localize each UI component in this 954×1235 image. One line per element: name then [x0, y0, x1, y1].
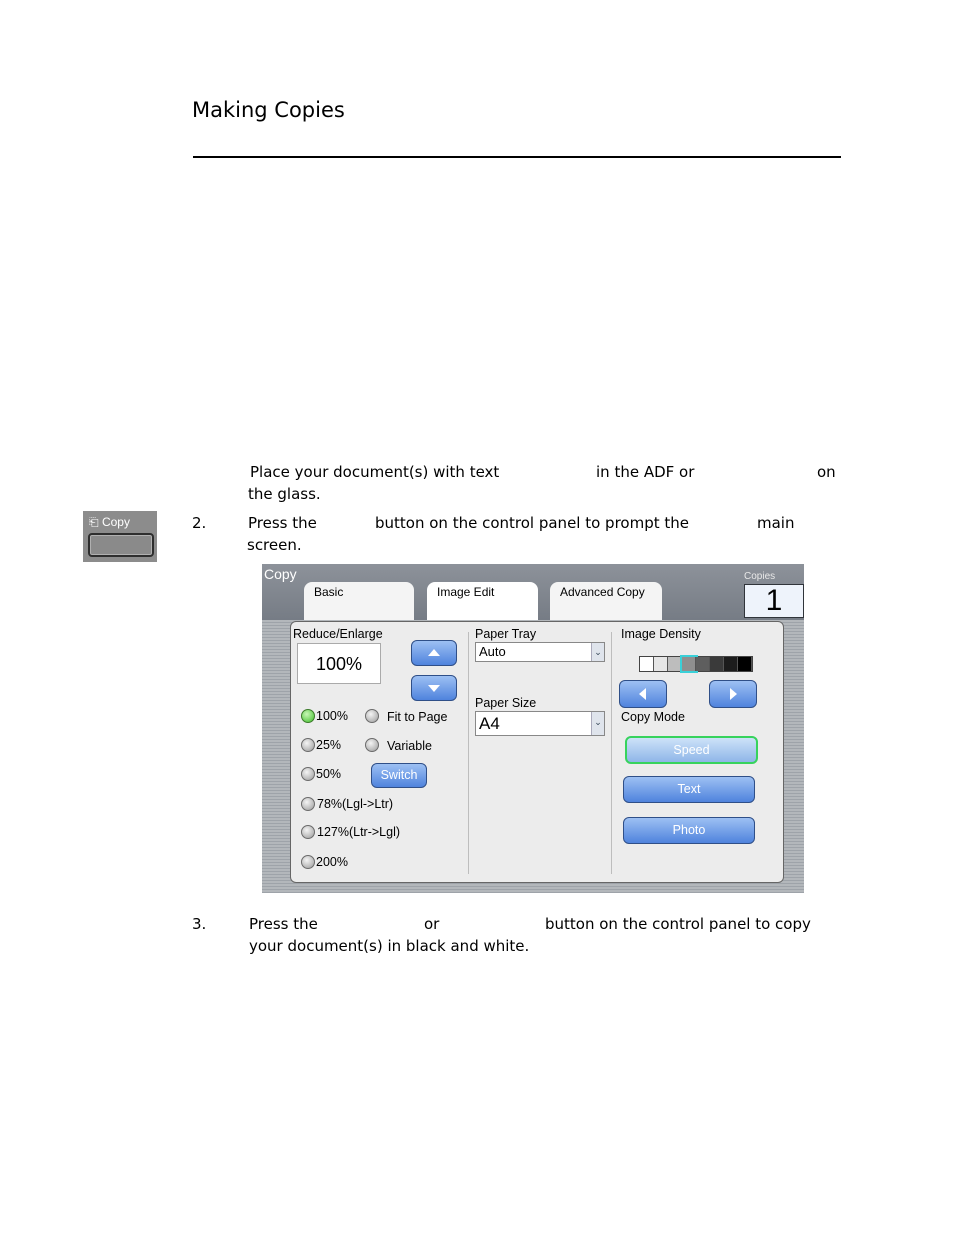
arrow-up-icon	[426, 641, 442, 665]
column-divider	[468, 632, 469, 874]
density-swatch[interactable]	[710, 657, 724, 671]
image-edit-panel	[290, 621, 784, 883]
density-darker-button[interactable]	[709, 680, 757, 708]
step3-text-b: or	[424, 915, 440, 933]
step2-text-c: main	[757, 514, 795, 532]
density-swatch[interactable]	[654, 657, 668, 671]
tab-advanced-copy[interactable]: Advanced Copy	[550, 582, 662, 620]
paper-tray-label: Paper Tray	[475, 627, 537, 641]
arrow-down-icon	[426, 676, 442, 700]
density-swatch[interactable]	[724, 657, 738, 671]
radio-50-label: 50%	[316, 767, 342, 781]
radio-fit-to-page[interactable]	[365, 709, 379, 723]
step2-text-d: screen.	[247, 536, 302, 554]
radio-variable[interactable]	[365, 738, 379, 752]
step1-text-line2: the glass.	[248, 485, 321, 503]
paper-tray-select[interactable]	[475, 642, 605, 662]
radio-127[interactable]	[301, 825, 315, 839]
copy-screen	[262, 564, 804, 893]
tab-basic[interactable]: Basic	[304, 582, 414, 620]
radio-78[interactable]	[301, 797, 315, 811]
paper-size-select[interactable]	[475, 711, 605, 736]
radio-25-label: 25%	[316, 738, 342, 752]
paper-size-value: A4	[479, 714, 500, 733]
paper-size-label: Paper Size	[475, 696, 537, 710]
copies-label: Copies	[744, 571, 776, 582]
switch-button[interactable]: Switch	[371, 763, 427, 788]
tab-image-edit[interactable]: Image Edit	[427, 582, 538, 620]
image-density-label: Image Density	[621, 627, 701, 641]
page-title: Making Copies	[192, 98, 345, 122]
chevron-down-icon: ⌄	[591, 712, 604, 735]
radio-200[interactable]	[301, 855, 315, 869]
arrow-left-icon	[635, 681, 651, 707]
density-lighter-button[interactable]	[619, 680, 667, 708]
radio-25[interactable]	[301, 738, 315, 752]
copy-button-image	[83, 511, 157, 562]
mode-speed-button[interactable]: Speed	[625, 736, 758, 764]
step3-text-a: Press the	[249, 915, 318, 933]
density-swatch[interactable]	[668, 657, 682, 671]
density-swatch[interactable]	[738, 657, 752, 671]
reduce-enlarge-value: 100%	[297, 643, 381, 684]
column-divider	[611, 632, 612, 874]
copy-mode-label: Copy Mode	[621, 710, 685, 724]
screen-title: Copy	[264, 566, 297, 582]
paper-tray-value: Auto	[479, 644, 506, 659]
header-rule	[193, 156, 841, 158]
decrease-button[interactable]	[411, 675, 457, 701]
mode-photo-button[interactable]: Photo	[623, 817, 755, 844]
step2-number: 2.	[192, 514, 207, 532]
step3-text-line2: your document(s) in black and white.	[249, 937, 530, 955]
step2-text-b: button on the control panel to prompt the	[375, 514, 689, 532]
increase-button[interactable]	[411, 640, 457, 666]
step1-text-c: on	[817, 463, 836, 481]
radio-78-label: 78%(Lgl->Ltr)	[317, 797, 394, 811]
density-swatch[interactable]	[640, 657, 654, 671]
radio-127-label: 127%(Ltr->Lgl)	[317, 825, 401, 839]
step1-text-b: in the ADF or	[596, 463, 695, 481]
radio-100-label: 100%	[316, 709, 348, 723]
density-swatch[interactable]	[682, 657, 696, 671]
copy-key-pad	[88, 533, 154, 557]
step3-text-c: button on the control panel to copy	[545, 915, 811, 933]
step2-text-a: Press the	[248, 514, 317, 532]
fit-to-page-label: Fit to Page	[387, 710, 448, 724]
step1-text-a: Place your document(s) with text	[250, 463, 500, 481]
radio-200-label: 200%	[316, 855, 348, 869]
density-scale[interactable]	[639, 656, 753, 672]
chevron-down-icon: ⌄	[591, 643, 604, 661]
radio-100[interactable]	[301, 709, 315, 723]
arrow-right-icon	[725, 681, 741, 707]
step3-number: 3.	[192, 915, 207, 933]
copy-doc-icon: ⎗	[89, 515, 99, 529]
radio-50[interactable]	[301, 767, 315, 781]
copy-key-label: ⎗ Copy	[89, 515, 130, 529]
variable-label: Variable	[387, 739, 432, 753]
mode-text-button[interactable]: Text	[623, 776, 755, 803]
density-swatch[interactable]	[696, 657, 710, 671]
reduce-enlarge-label: Reduce/Enlarge	[293, 627, 383, 641]
copies-field[interactable]: 1	[744, 584, 804, 618]
